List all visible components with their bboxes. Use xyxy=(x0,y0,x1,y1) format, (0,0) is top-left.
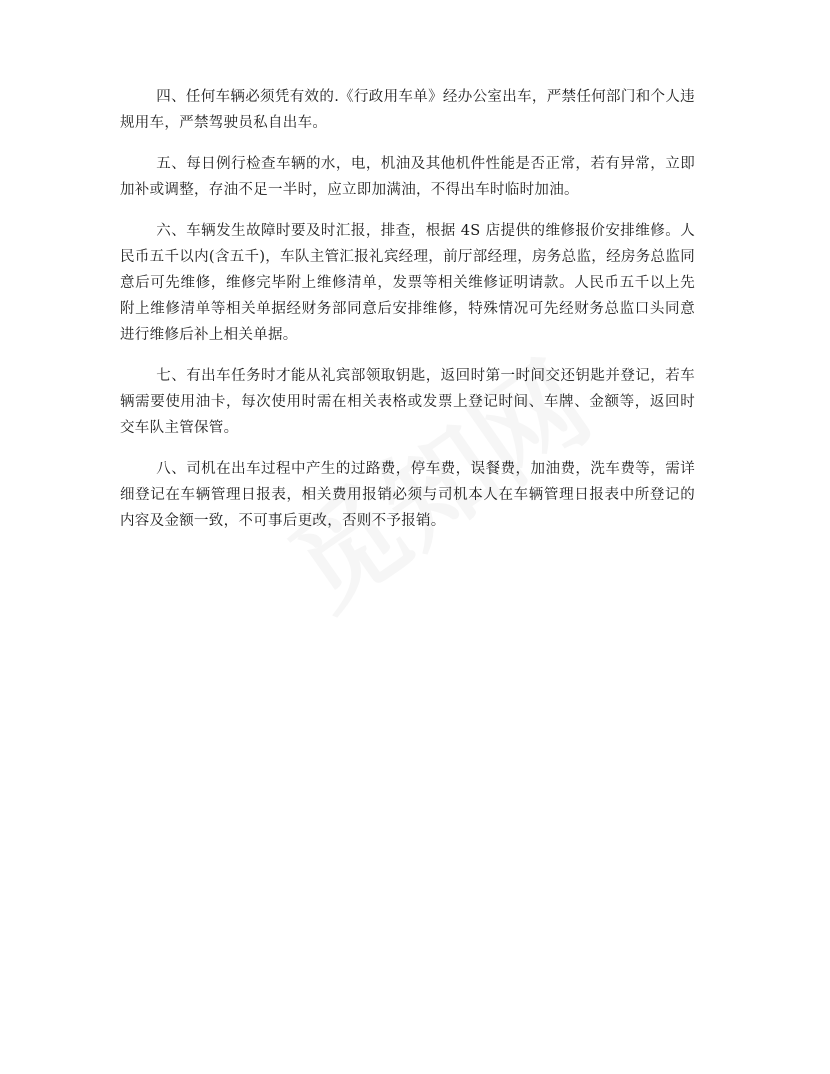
paragraph-rule-8: 八、司机在出车过程中产生的过路费，停车费，误餐费，加油费，洗车费等，需详细登记在车辆管理日报表，相关费用报销必须与司机本人在车辆管理日报表中所登记的内容及金额一致，不可事后更改，否则不予报销。 xyxy=(120,461,695,529)
document-body xyxy=(120,84,695,549)
paragraph-rule-5: 五、每日例行检查车辆的水，电，机油及其他机件性能是否正常，若有异常，立即加补或调整，存油不足一半时，应立即加满油，不得出车时临时加油。 xyxy=(120,156,695,198)
paragraph-rule-6: 六、车辆发生故障时要及时汇报，排查，根据 4S 店提供的维修报价安排维修。人民币五千以内(含五千)，车队主管汇报礼宾经理，前厅部经理，房务总监，经房务总监同意后可先维修，维修完毕附上维修清单，发票等相关维修证明请款。人民币五千以上先附上维修清单等相关单据经财务部同意后安排维修，特殊情况可先经财务总监口头同意进行维修后补上相关单据。 xyxy=(120,223,695,343)
paragraph-rule-7: 七、有出车任务时才能从礼宾部领取钥匙，返回时第一时间交还钥匙并登记，若车辆需要使用油卡，每次使用时需在相关表格或发票上登记时间、车牌、金额等，返回时交车队主管保管。 xyxy=(120,368,695,436)
paragraph-rule-4: 四、任何车辆必须凭有效的.《行政用车单》经办公室出车，严禁任何部门和个人违规用车，严禁驾驶员私自出车。 xyxy=(120,89,695,131)
